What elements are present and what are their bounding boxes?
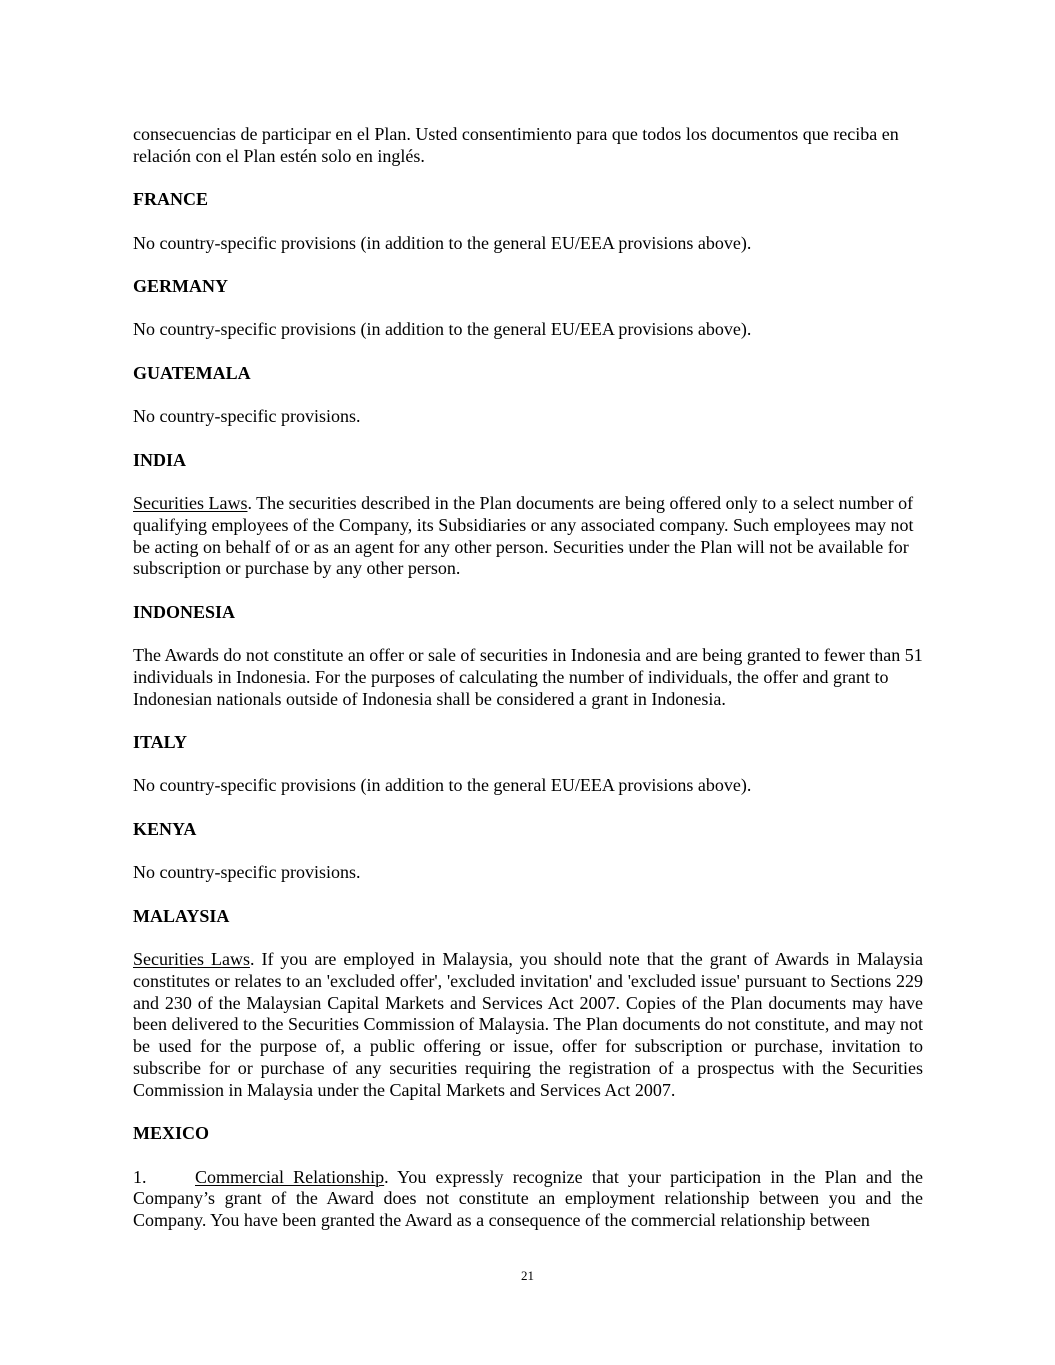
- france-paragraph: No country-specific provisions (in addition to the general EU/EEA provisions above).: [133, 232, 752, 253]
- intro-paragraph: consecuencias de participar en el Plan. Usted consentimiento para que todos los documentos que reciba en relación con el Plan estén solo en inglés.: [133, 124, 899, 166]
- mexico-item-number: 1.: [133, 1166, 147, 1187]
- section-heading-malaysia: MALAYSIA: [133, 905, 230, 926]
- malaysia-paragraph-text: . If you are employed in Malaysia, you should note that the grant of Awards in Malaysia constitutes or relates to an 'excluded offer', 'excluded invitation' and 'excluded issue' pursuant to Sections 229 and 230 of the Malaysian Capital Markets and Services Act 2007. Copies of the Plan documents may have been delivered to the Securities Commission of Malaysia. The Plan documents do not constitute, and may not be used for the purpose of, a public offering or issue, offer for subscription or purchase, invitation to subscribe for or purchase of any securities requiring the registration of a prospectus with the Securities Commission in Malaysia under the Capital Markets and Services Act 2007.: [133, 949, 924, 1100]
- indonesia-paragraph: The Awards do not constitute an offer or sale of securities in Indonesia and are being granted to fewer than 51 individuals in Indonesia. For the purposes of calculating the number of individuals, the offer and grant to Indonesian nationals outside of Indonesia shall be considered a grant in Indonesia.: [133, 645, 923, 709]
- malaysia-paragraph: [133, 949, 923, 1102]
- section-heading-indonesia: INDONESIA: [133, 601, 236, 622]
- italy-paragraph: No country-specific provisions (in addition to the general EU/EEA provisions above).: [133, 775, 752, 796]
- germany-paragraph: No country-specific provisions (in addition to the general EU/EEA provisions above).: [133, 319, 752, 340]
- malaysia-underlined-label: Securities Laws: [133, 949, 250, 970]
- page-number: 21: [521, 1268, 534, 1283]
- india-paragraph: [133, 493, 923, 580]
- document-body: [133, 124, 923, 1232]
- section-heading-italy: ITALY: [133, 732, 188, 753]
- india-paragraph-text: . The securities described in the Plan documents are being offered only to a select number of qualifying employees of the Company, its Subsidiaries or any associated company. Such employees may not be acting on behalf of or as an agent for any other person. Securities under the Plan will not be available for subscription or purchase by any other person.: [133, 492, 914, 579]
- section-heading-guatemala: GUATEMALA: [133, 362, 251, 383]
- section-heading-india: INDIA: [133, 449, 187, 470]
- section-heading-france: FRANCE: [133, 189, 208, 210]
- india-underlined-label: Securities Laws: [133, 492, 248, 513]
- mexico-item-1: [133, 1167, 923, 1232]
- kenya-paragraph: No country-specific provisions.: [133, 862, 361, 883]
- section-heading-kenya: KENYA: [133, 818, 197, 839]
- mexico-item-text: . You expressly recognize that your participation in the Plan and the Company’s grant of the Award does not constitute an employment relationship between you and the Company. You have been granted the Award as a consequence of the commercial relationship between: [133, 1166, 924, 1231]
- section-heading-mexico: MEXICO: [133, 1123, 209, 1144]
- guatemala-paragraph: No country-specific provisions.: [133, 406, 361, 427]
- section-heading-germany: GERMANY: [133, 275, 228, 296]
- mexico-underlined-label: Commercial Relationship: [195, 1166, 385, 1187]
